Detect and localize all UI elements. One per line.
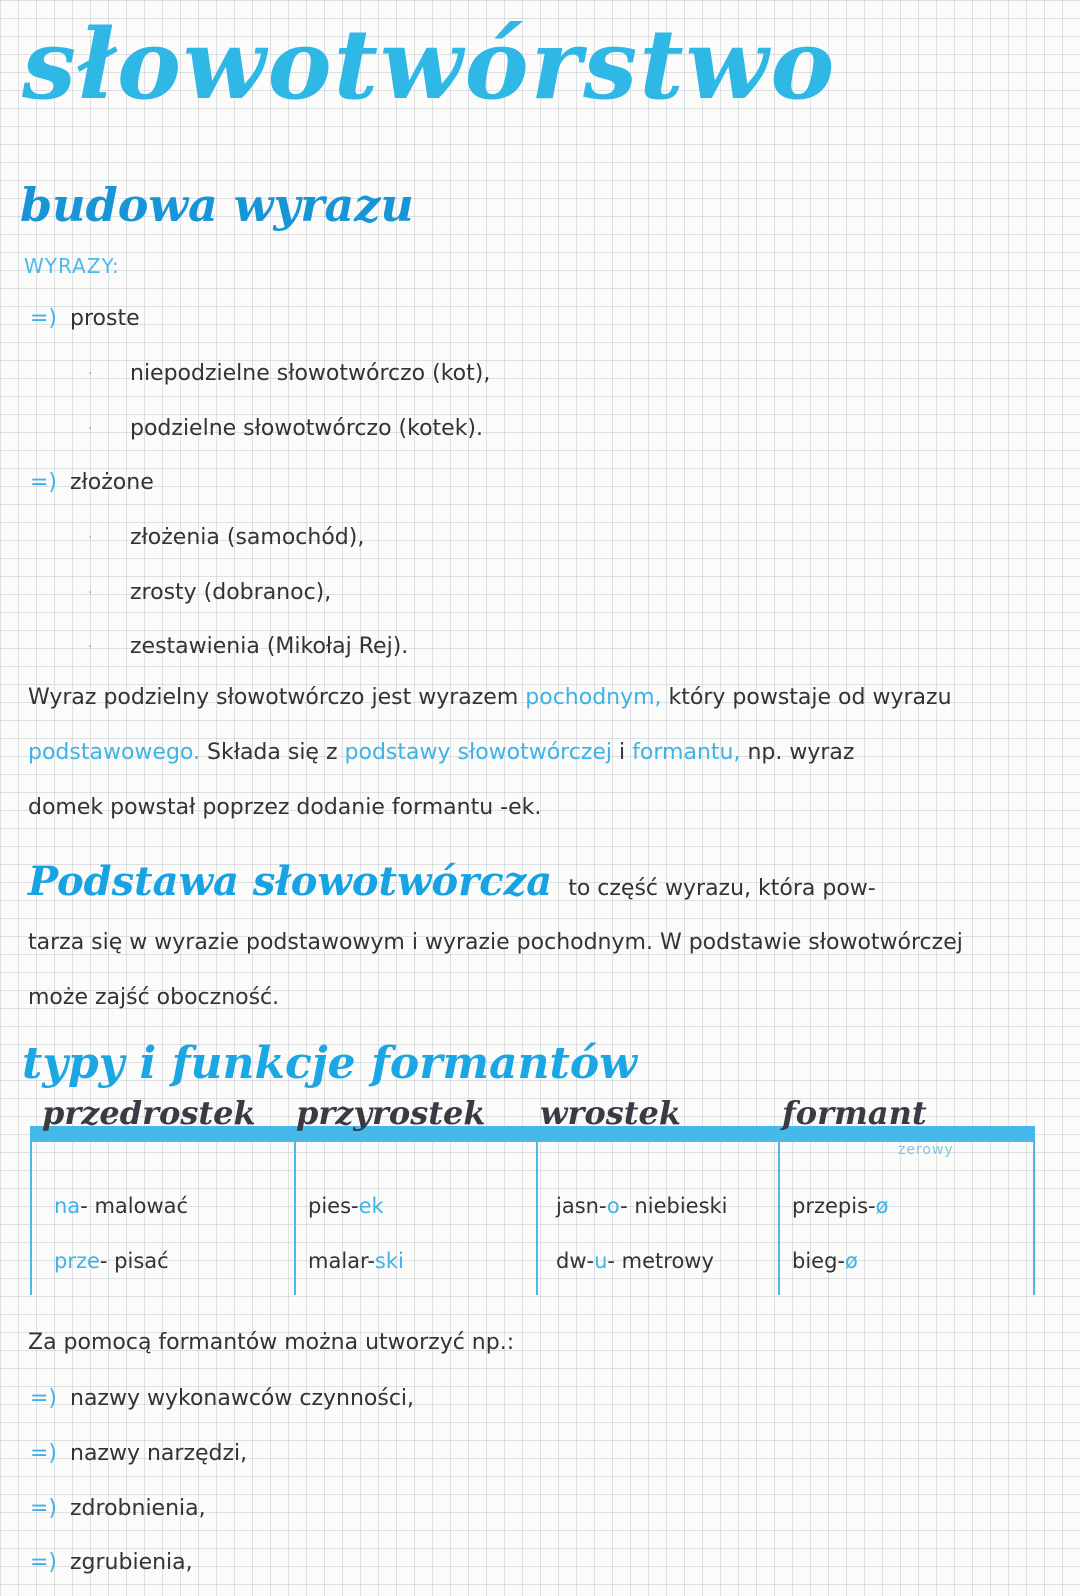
word: bieg- <box>792 1249 845 1273</box>
heading-typy-formantow: typy i funkcje formantów <box>22 1038 638 1089</box>
group-name: proste <box>70 306 140 331</box>
list-item <box>30 1441 247 1466</box>
podstawa-line-3: może zajść oboczność. <box>28 985 280 1010</box>
text: to część wyrazu, która pow- <box>568 876 876 901</box>
paragraph-line-2 <box>28 740 854 765</box>
paragraph-line-3: domek powstał poprzez dodanie formantu -ek. <box>28 795 542 820</box>
text: Wyraz podzielny słowotwórczo jest wyrazem <box>28 685 519 710</box>
table-border <box>778 1140 780 1295</box>
list-item <box>88 525 364 550</box>
bullet-icon: · <box>88 584 93 601</box>
col-header-przyrostek: przyrostek <box>296 1094 486 1132</box>
list-item <box>30 1496 206 1521</box>
podstawa-line-2: tarza się w wyrazie podstawowym i wyrazie pochodnym. W podstawie słowotwórczej <box>28 930 963 955</box>
term-podstawowy: podstawowego. <box>28 740 200 765</box>
group-name: złożone <box>70 470 154 495</box>
zero-note: zerowy <box>898 1142 954 1158</box>
affix: ski <box>374 1249 404 1273</box>
list-item <box>30 1550 193 1575</box>
arrow-icon: =) <box>30 306 58 331</box>
item-text: niepodzielne słowotwórczo (kot), <box>130 361 491 386</box>
item-text: zrosty (dobranoc), <box>130 580 332 605</box>
item-text: zdrobnienia, <box>70 1496 206 1521</box>
word: - malować <box>80 1194 189 1218</box>
table-border <box>536 1140 538 1295</box>
list-item <box>88 416 483 441</box>
term-podstawa: podstawy słowotwórczej <box>344 740 613 765</box>
group-zlozone <box>30 470 154 495</box>
col-header-przedrostek: przedrostek <box>42 1094 256 1132</box>
item-text: nazwy wykonawców czynności, <box>70 1386 415 1411</box>
podstawa-row <box>28 858 876 905</box>
affix: u <box>594 1249 608 1273</box>
list-item <box>88 580 331 605</box>
item-text: złożenia (samochód), <box>130 525 365 550</box>
table-cell <box>308 1194 384 1218</box>
word: - niebieski <box>620 1194 728 1218</box>
affix: o <box>606 1194 621 1218</box>
table-cell <box>556 1194 728 1218</box>
item-text: nazwy narzędzi, <box>70 1441 248 1466</box>
affix: prze <box>54 1249 100 1273</box>
table-cell <box>54 1249 169 1273</box>
heading-budowa-wyrazu: budowa wyrazu <box>20 178 414 232</box>
arrow-icon: =) <box>30 470 58 495</box>
text: który powstaje od wyrazu <box>668 685 952 710</box>
list-item <box>30 1386 414 1411</box>
table-border <box>30 1140 32 1295</box>
word: dw- <box>556 1249 595 1273</box>
affix: ø <box>875 1194 889 1218</box>
arrow-icon: =) <box>30 1550 58 1575</box>
item-text: zgrubienia, <box>70 1550 193 1575</box>
arrow-icon: =) <box>30 1496 58 1521</box>
term-formant: formantu, <box>632 740 741 765</box>
table-cell <box>556 1249 714 1273</box>
list-item <box>88 361 490 386</box>
item-text: zestawienia (Mikołaj Rej). <box>130 634 409 659</box>
table-cell <box>792 1194 888 1218</box>
col-header-wrostek: wrostek <box>540 1094 682 1132</box>
arrow-icon: =) <box>30 1386 58 1411</box>
word: - pisać <box>99 1249 169 1273</box>
term-pochodny: pochodnym, <box>525 685 662 710</box>
affix: ek <box>358 1194 384 1218</box>
table-border <box>1033 1140 1035 1295</box>
group-proste <box>30 306 140 331</box>
page-title: słowotwórstwo <box>22 8 837 121</box>
arrow-icon: =) <box>30 1441 58 1466</box>
text: np. wyraz <box>747 740 855 765</box>
table-cell <box>54 1194 188 1218</box>
item-text: podzielne słowotwórczo (kotek). <box>130 416 484 441</box>
bullet-icon: · <box>88 365 93 382</box>
bullet-icon: · <box>88 420 93 437</box>
formants-intro: Za pomocą formantów można utworzyć np.: <box>28 1330 515 1355</box>
col-header-formant: formant <box>782 1094 927 1132</box>
list-item <box>88 634 408 659</box>
heading-podstawa: Podstawa słowotwórcza <box>28 858 553 905</box>
word: jasn- <box>556 1194 607 1218</box>
affix: ø <box>845 1249 858 1273</box>
text: i <box>619 740 626 765</box>
table-cell <box>792 1249 858 1273</box>
word: pies- <box>308 1194 359 1218</box>
wyrazy-label: WYRAZY: <box>24 254 120 278</box>
word: malar- <box>308 1249 375 1273</box>
table-top-border <box>30 1140 1035 1142</box>
table-border <box>294 1140 296 1295</box>
table-cell <box>308 1249 404 1273</box>
paragraph-line-1 <box>28 685 952 710</box>
text: Składa się z <box>206 740 338 765</box>
affix: na <box>54 1194 81 1218</box>
bullet-icon: · <box>88 638 93 655</box>
word: - metrowy <box>607 1249 714 1273</box>
word: przepis- <box>792 1194 876 1218</box>
bullet-icon: · <box>88 529 93 546</box>
